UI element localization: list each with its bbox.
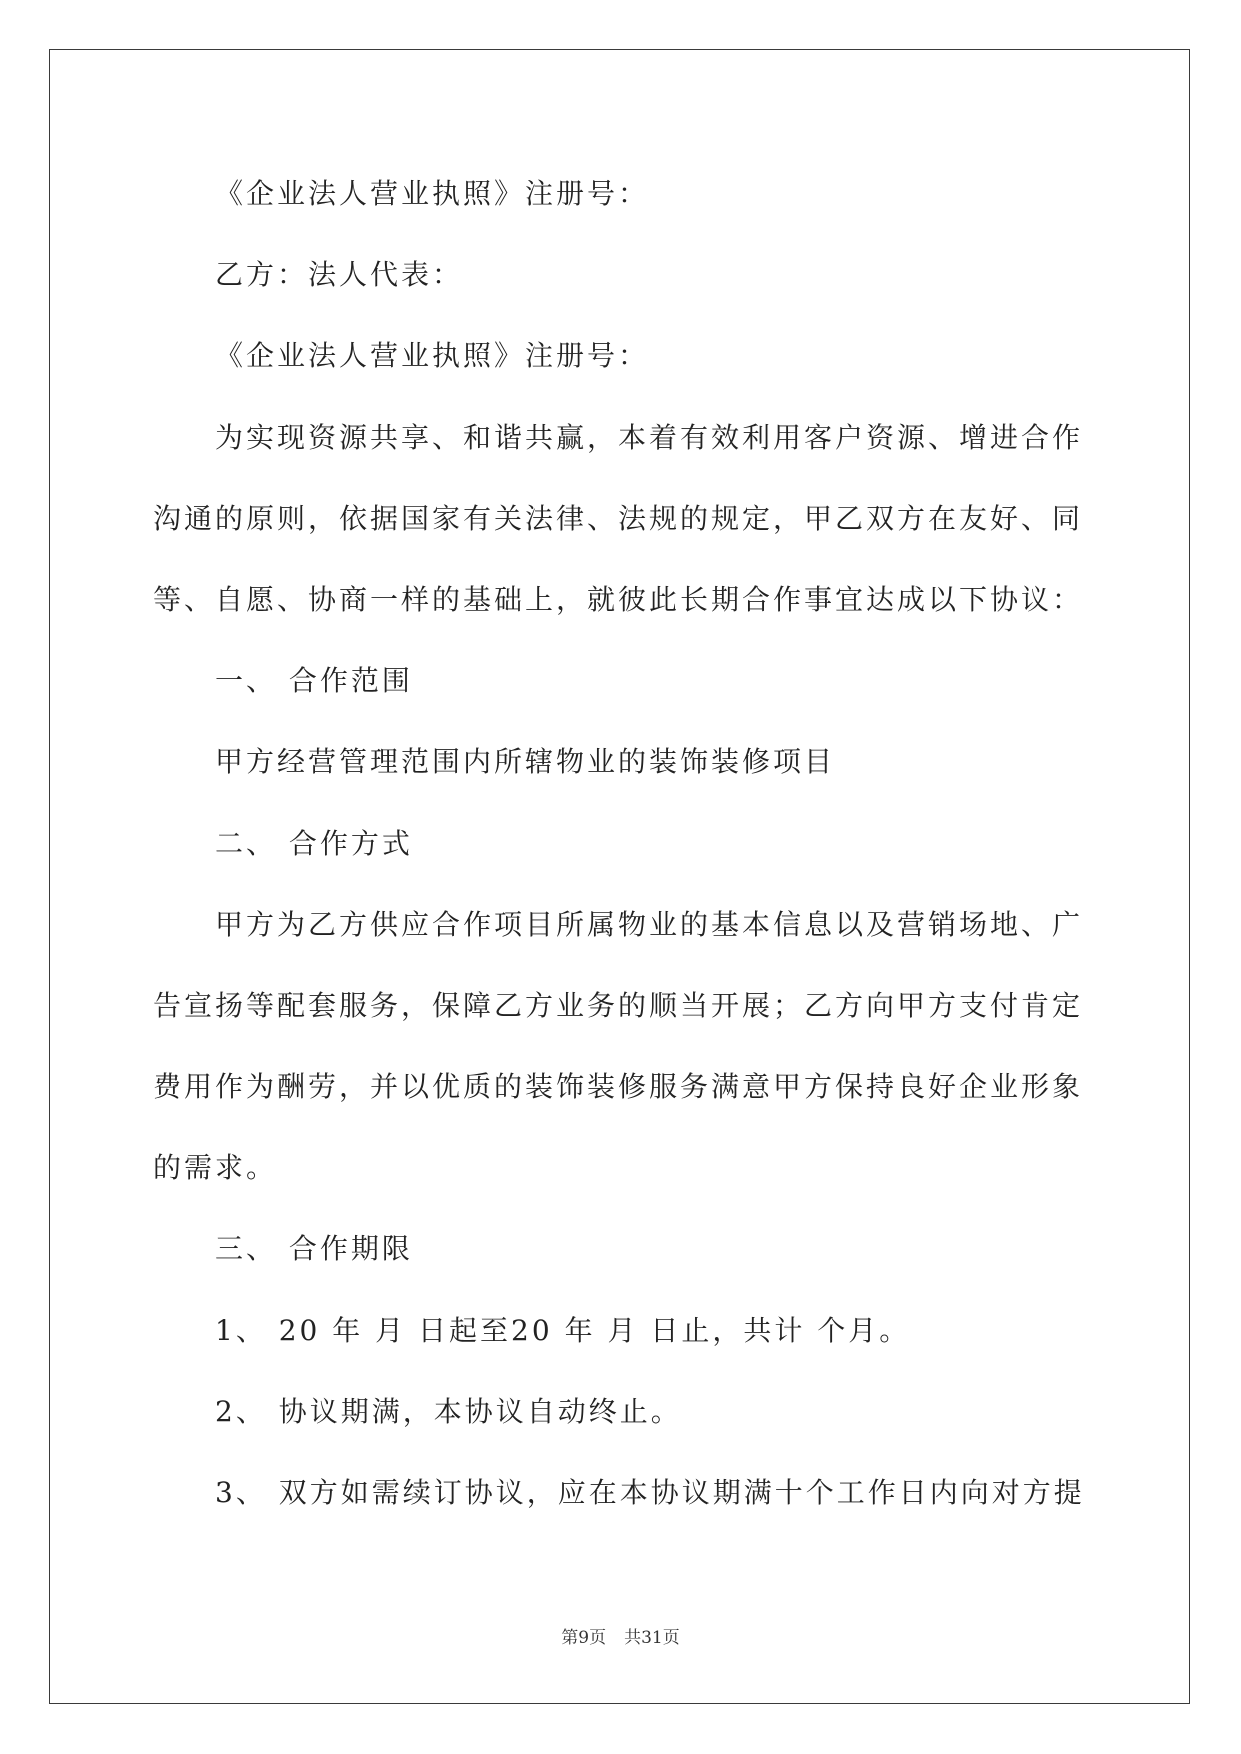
party-a-registration-line: 《企业法人营业执照》注册号： bbox=[215, 177, 650, 210]
method-line-3: 费用作为酬劳，并以优质的装饰装修服务满意甲方保持良好企业形象 bbox=[153, 1070, 1084, 1104]
preamble-line-1: 为实现资源共享、和谐共赢，本着有效利用客户资源、增进合作 bbox=[215, 420, 1084, 454]
document-body bbox=[153, 153, 1113, 1533]
scope-paragraph: 甲方经营管理范围内所辖物业的装饰装修项目 bbox=[215, 745, 836, 779]
page-footer bbox=[0, 1626, 1241, 1650]
term-item-1: 1、 20 年 月 日起至20 年 月 日止，共计 个月。 bbox=[215, 1313, 911, 1347]
section-heading-scope: 一、 合作范围 bbox=[215, 664, 413, 698]
party-b-representative-line: 乙方：法人代表： bbox=[215, 258, 464, 292]
section-heading-term: 三、 合作期限 bbox=[215, 1232, 413, 1266]
method-line-2: 告宣扬等配套服务，保障乙方业务的顺当开展；乙方向甲方支付肯定 bbox=[153, 988, 1084, 1022]
section-heading-method: 二、 合作方式 bbox=[215, 826, 413, 860]
party-b-registration-line: 《企业法人营业执照》注册号： bbox=[215, 339, 650, 373]
page-number-current: 第9页 bbox=[561, 1628, 607, 1648]
preamble-line-2: 沟通的原则，依据国家有关法律、法规的规定，甲乙双方在友好、同 bbox=[153, 501, 1084, 535]
method-line-4: 的需求。 bbox=[153, 1151, 278, 1185]
term-item-3: 3、 双方如需续订协议，应在本协议期满十个工作日内向对方提 bbox=[215, 1476, 1085, 1509]
preamble-line-3: 等、自愿、协商一样的基础上，就彼此长期合作事宜达成以下协议： bbox=[153, 582, 1084, 616]
term-item-2: 2、 协议期满，本协议自动终止。 bbox=[215, 1394, 682, 1428]
method-line-1: 甲方为乙方供应合作项目所属物业的基本信息以及营销场地、广 bbox=[215, 907, 1084, 941]
page-number-total: 共31页 bbox=[624, 1628, 680, 1648]
